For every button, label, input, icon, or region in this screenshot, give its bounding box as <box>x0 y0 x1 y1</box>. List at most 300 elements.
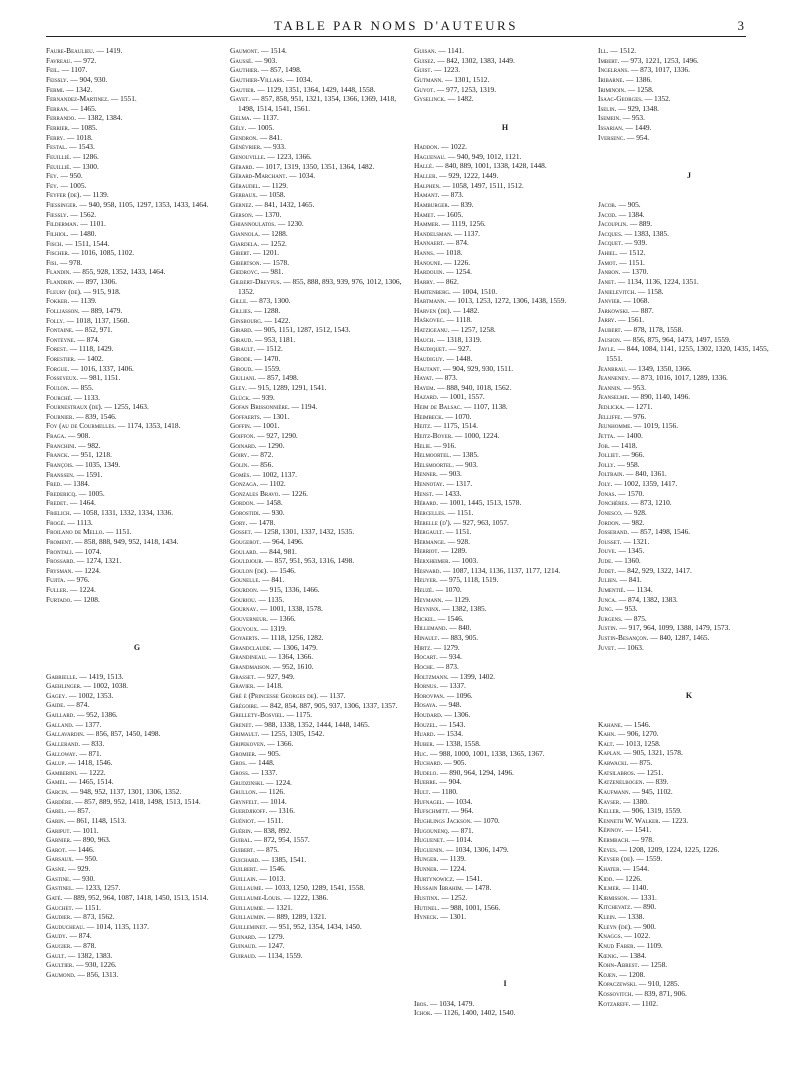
index-entry <box>46 479 228 489</box>
page-references: 1382, 1385. <box>451 604 487 614</box>
author-name: Haller. — <box>414 171 447 181</box>
page-references: 1465. <box>80 103 97 113</box>
page-references: 1370. <box>631 267 649 277</box>
index-entry <box>230 56 412 66</box>
index-entry <box>46 672 228 682</box>
author-name: Franck. — <box>46 450 79 460</box>
page-header <box>46 10 746 37</box>
author-name: Iselin. — <box>598 103 626 113</box>
author-name: Gendron. — <box>230 132 268 142</box>
page-references: 1129, 1351, 1364, 1429, 1448, 1558. <box>266 84 376 94</box>
page-references: 872. <box>260 450 274 460</box>
page-references: 856, 857, 1450, 1498. <box>95 729 161 739</box>
index-entry <box>230 373 412 383</box>
index-entry <box>46 566 228 576</box>
page-references: 948. <box>448 700 462 710</box>
author-name: Jahiel. — <box>598 248 627 258</box>
index-entry <box>230 162 412 172</box>
page-references: 875. <box>639 758 653 768</box>
index-entry <box>46 575 228 585</box>
page-references: 1102. <box>269 479 286 489</box>
index-entry <box>230 710 412 720</box>
index-entry <box>598 498 780 508</box>
page-references: 966. <box>631 450 645 460</box>
index-entry <box>230 335 412 345</box>
author-name: Frontali. — <box>46 546 83 556</box>
author-name: Gastinel. — <box>46 883 84 893</box>
index-entry <box>230 383 412 393</box>
page-references: 1380. <box>632 796 649 806</box>
page-references: 1422. <box>273 315 291 325</box>
author-name: Huber. — <box>414 738 444 748</box>
index-entry <box>414 614 596 624</box>
page-references: 1005. <box>257 123 275 132</box>
author-name: Harven (de). — <box>414 305 461 315</box>
index-entry <box>598 200 780 210</box>
author-name: Gaide. — <box>46 700 75 710</box>
index-entry <box>598 941 780 951</box>
author-name: Heuyer. — <box>414 575 448 585</box>
index-entry <box>598 315 780 325</box>
page-references: 1384. <box>628 209 645 219</box>
page-references: 1180. <box>441 787 458 797</box>
page-references: 1319. <box>269 623 287 633</box>
index-entry <box>598 306 780 316</box>
author-name: Feuillié. — <box>46 151 81 161</box>
page-references: 915, 1289, 1291, 1541. <box>258 382 327 392</box>
author-name: Joly. — <box>598 479 622 489</box>
page-references: 1286. <box>82 151 99 161</box>
page-references: 1058. <box>268 190 286 200</box>
page-references: 1482. <box>457 94 474 104</box>
index-entry <box>414 806 596 816</box>
page-references: 841. <box>271 575 285 585</box>
page-references: 1544. <box>632 863 650 873</box>
page-references: 1151. <box>115 527 132 537</box>
index-entry <box>414 999 596 1009</box>
page-references: 1271. <box>635 402 653 412</box>
author-name: Gouyoux. — <box>230 623 269 633</box>
author-name: Gauthier-Villars. — <box>230 74 294 84</box>
author-name: Fourché. — <box>46 392 82 402</box>
index-entry <box>598 931 780 941</box>
index-entry <box>230 181 412 191</box>
page-title: TABLE PAR NOMS D'AUTEURS <box>274 18 518 33</box>
index-entry <box>230 267 412 277</box>
author-name: Justin-Besançon. — <box>598 633 658 643</box>
index-entry <box>414 421 596 431</box>
section-letter: I <box>503 979 507 989</box>
author-name: Kaplan. — <box>598 748 632 758</box>
page-references: 1449. <box>634 123 652 132</box>
spacer <box>414 970 596 980</box>
page-references: 1222. <box>89 767 106 777</box>
index-entry <box>230 248 412 258</box>
author-name: Grandclaude. — <box>230 642 281 652</box>
page-references: 940, 958, 1105, 1297, 1353, 1433, 1464. <box>88 200 209 209</box>
index-entry <box>46 903 228 913</box>
author-name: Guillaumie. — <box>230 902 275 912</box>
author-name: Heymann. — <box>414 594 453 604</box>
page-references: 1301, 1512. <box>454 74 490 84</box>
page-references: 981, 1151. <box>89 373 121 383</box>
page-references: 930. <box>271 508 285 517</box>
page-references: 871. <box>88 748 102 758</box>
index-entry <box>414 479 596 489</box>
author-name: Hustinx. — <box>414 892 449 902</box>
page-references: 873. <box>450 190 464 200</box>
author-name: Fisi. — <box>46 257 68 267</box>
author-name: Festal. — <box>46 142 77 152</box>
spacer <box>46 652 228 662</box>
page-references: 1382, 1383. <box>77 950 113 960</box>
index-entry <box>414 556 596 566</box>
index-entry <box>414 219 596 229</box>
page-references: 1274, 1321. <box>86 556 122 566</box>
index-entry <box>46 720 228 730</box>
author-name: Hult. — <box>414 787 440 797</box>
index-entry <box>46 595 228 605</box>
author-name: Jausion. — <box>598 334 631 344</box>
author-name: Guibal. — <box>230 835 262 845</box>
index-entry <box>598 402 780 412</box>
index-entry <box>598 344 780 363</box>
page-references: 1258. <box>650 960 668 970</box>
author-name: Iriminoin. — <box>598 84 636 94</box>
index-entry <box>230 344 412 354</box>
page-references: 1385. <box>462 450 479 460</box>
author-name: Gerbaux. — <box>230 190 267 200</box>
page-references: 1482. <box>462 305 480 315</box>
page-references: 973, 1221, 1253, 1496. <box>630 55 699 65</box>
page-references: 840, 1361. <box>635 469 667 479</box>
author-name: Garel. — <box>46 806 76 816</box>
author-name: Gyselinck. — <box>414 94 456 104</box>
index-entry <box>598 902 780 912</box>
index-entry <box>598 854 780 864</box>
index-entry <box>414 142 596 152</box>
page-references: 1226. <box>453 257 471 267</box>
index-entry <box>414 912 596 922</box>
index-entry <box>46 75 228 85</box>
page-references: 1016, 1085, 1102. <box>80 248 135 258</box>
page-references: 858, 888, 949, 952, 1418, 1434. <box>84 536 179 546</box>
author-name: Hamburger. — <box>414 199 459 209</box>
index-entry <box>414 56 596 66</box>
index-entry <box>46 681 228 691</box>
index-entry <box>598 623 780 633</box>
spacer <box>46 662 228 672</box>
index-entry <box>230 662 412 672</box>
page-references: 840, 1287, 1465. <box>659 633 710 643</box>
author-name: Jonchères. — <box>598 498 639 508</box>
author-name: Hoche. — <box>414 661 445 671</box>
author-name: Judet. — <box>598 565 626 575</box>
index-entry <box>598 546 780 556</box>
page-references: 1223. <box>671 815 689 825</box>
index-entry <box>230 402 412 412</box>
page-references: 954. <box>636 132 650 142</box>
author-name: Feuillié. — <box>46 161 81 171</box>
author-name: Gasne. — <box>46 864 76 874</box>
index-entry <box>598 556 780 566</box>
author-name: Goulon (de). — <box>230 565 278 575</box>
index-entry <box>46 547 228 557</box>
index-entry <box>230 749 412 759</box>
author-name: Gouldjour. — <box>230 556 273 566</box>
page-references: 1000, 1224. <box>464 430 500 440</box>
author-name: Hutinel. — <box>414 902 449 912</box>
spacer <box>46 623 228 633</box>
page-references: 1288. <box>263 305 281 315</box>
page-references: 857, 951, 953, 1316, 1498. <box>274 556 355 566</box>
index-entry <box>230 575 412 585</box>
author-name: Hesnard. — <box>414 565 451 575</box>
index-entry <box>46 912 228 922</box>
index-entry <box>414 94 596 104</box>
index-entry <box>46 691 228 701</box>
author-name: Heyninx. — <box>414 604 450 614</box>
page-references: 930, 1226. <box>85 960 117 970</box>
page-references: 1139. <box>92 190 109 200</box>
author-name: Ingelrans. — <box>598 65 639 75</box>
page-references: 855. <box>80 382 94 392</box>
author-name: Gournay. — <box>230 604 268 614</box>
page-references: 1139. <box>80 296 97 306</box>
page-references: 1018. <box>445 248 463 258</box>
index-entry <box>598 787 780 797</box>
author-name: Guerdjikoff. — <box>230 806 277 816</box>
index-entry <box>46 383 228 393</box>
author-name: Hannaert. — <box>414 238 455 248</box>
page-references: 1107. <box>70 65 88 75</box>
page-references: 1338, 1558. <box>445 738 481 748</box>
page-references: 1399, 1402. <box>459 671 495 681</box>
index-entry <box>46 46 228 56</box>
page-references: 897, 1306. <box>85 277 117 286</box>
page-references: 948, 952, 1137, 1301, 1306, 1352. <box>79 787 182 797</box>
page-references: 874, 1382, 1383. <box>628 594 678 604</box>
page-references: 1512. <box>619 46 637 55</box>
index-entry <box>230 806 412 816</box>
index-entry <box>46 498 228 508</box>
index-entry <box>230 816 412 826</box>
index-entry <box>414 65 596 75</box>
author-name: Gley. — <box>230 382 257 392</box>
author-name: Janielevitch. — <box>598 286 646 296</box>
author-name: Huchard. — <box>414 758 452 768</box>
author-name: Katsilabros. — <box>598 767 645 777</box>
page-references: 1226. <box>291 488 308 498</box>
author-name: Haguenau. — <box>414 151 456 161</box>
author-name: Hickel. — <box>414 613 446 623</box>
index-entry <box>46 816 228 826</box>
index-entry <box>46 845 228 855</box>
index-entry <box>414 883 596 893</box>
author-name: Gautier. — <box>230 84 265 94</box>
author-name: Gibert. — <box>230 248 261 258</box>
index-entry <box>230 258 412 268</box>
author-name: Hufnagel. — <box>414 796 454 806</box>
page-references: 1126, 1400, 1402, 1540. <box>443 1008 516 1018</box>
index-entry <box>598 797 780 807</box>
page-references: 1174, 1353, 1418. <box>127 421 181 431</box>
author-name: Jousset. — <box>598 536 631 546</box>
page-references: 1384. <box>629 950 647 960</box>
index-entry <box>414 248 596 258</box>
page-references: 1011. <box>82 825 99 835</box>
index-entry <box>414 383 596 393</box>
page-references: 904. <box>448 777 462 787</box>
index-entry <box>46 190 228 200</box>
author-name: Jude. — <box>598 556 623 566</box>
page-references: 953. <box>632 382 646 392</box>
index-entry <box>414 768 596 778</box>
index-entry <box>230 768 412 778</box>
author-name: Faure-Beaulieu. — <box>46 46 104 55</box>
index-entry <box>598 219 780 229</box>
author-name: Jaubert. — <box>598 325 632 335</box>
author-name: Génévrier. — <box>230 142 272 152</box>
index-entry <box>46 277 228 287</box>
index-entry <box>414 633 596 643</box>
index-entry <box>230 306 412 316</box>
author-name: Henst. — <box>414 488 443 498</box>
author-name: Gille. — <box>230 296 258 306</box>
index-entry <box>414 190 596 200</box>
author-name: Kirmisson. — <box>598 892 639 902</box>
author-name: Grandineau. — <box>230 652 277 662</box>
index-entry <box>598 604 780 614</box>
page-references: 875. <box>266 844 279 854</box>
author-name: Horovpan. — <box>414 690 455 700</box>
author-name: Knaggs. — <box>598 931 632 941</box>
author-name: Jedlicka. — <box>598 402 634 412</box>
page-references: 855, 928, 1352, 1433, 1464. <box>82 267 166 277</box>
index-entry <box>598 104 780 114</box>
index-entry <box>46 393 228 403</box>
page-references: 958. <box>626 459 640 469</box>
page-references: 1096. <box>456 690 473 700</box>
index-entry <box>230 652 412 662</box>
author-name: Flandin. — <box>46 267 81 277</box>
page-references: 1258. <box>637 84 654 94</box>
page-references: 1208, 1209, 1224, 1225, 1226. <box>628 844 720 854</box>
author-name: Fredericq. — <box>46 488 87 498</box>
page-references: 857, 1498. <box>270 65 302 75</box>
page-references: 1345. <box>627 546 645 556</box>
index-entry <box>230 479 412 489</box>
page-references: 1137. <box>463 228 481 238</box>
index-entry <box>46 162 228 172</box>
index-entry <box>230 527 412 537</box>
page-references: 1101. <box>89 219 106 229</box>
author-name: Gély. — <box>230 123 256 132</box>
spacer <box>598 681 780 691</box>
page-references: 1338. <box>627 912 645 922</box>
page-references: 1534. <box>446 729 464 739</box>
page-references: 1318, 1319. <box>446 334 482 344</box>
index-entry <box>46 133 228 143</box>
index-entry <box>230 133 412 143</box>
author-name: Keller. — <box>598 806 630 816</box>
page-references: 874. <box>86 334 100 344</box>
index-entry <box>230 142 412 152</box>
page-references: 1562. <box>79 209 97 219</box>
index-entry <box>598 537 780 547</box>
author-name: Kleyn (de). — <box>598 921 642 931</box>
page-references: 1018, 1137, 1560. <box>75 315 130 325</box>
author-name: Gibertson. — <box>230 257 271 267</box>
page-references: 1458. <box>266 498 283 508</box>
spacer <box>414 113 596 123</box>
page-references: 905. <box>627 199 641 209</box>
index-entry <box>46 941 228 951</box>
author-name: Heim de Balsac. — <box>414 402 472 412</box>
index-entry <box>230 393 412 403</box>
index-entry <box>414 315 596 325</box>
author-name: Julien. — <box>598 575 627 585</box>
page-references: 1385, 1541. <box>271 854 307 864</box>
page-references: 1511. <box>266 816 284 825</box>
author-name: Gaussé. — <box>230 55 263 65</box>
author-name: Jelliffe. — <box>598 411 632 421</box>
page-references: 1034, 1479. <box>439 998 475 1008</box>
author-name: Huguenin. — <box>414 844 454 854</box>
page-references: 1129. <box>271 180 288 190</box>
index-entry <box>414 758 596 768</box>
index-entry <box>46 94 228 104</box>
author-name: Ill. — <box>598 46 618 55</box>
page-references: 978. <box>641 835 654 845</box>
page-references: 890, 964, 1294, 1496. <box>449 767 514 777</box>
page-references: 981. <box>270 267 284 277</box>
index-entry <box>46 835 228 845</box>
page-references: 1541. <box>634 825 652 835</box>
page-references: 857, 858, 951, 1321, 1354, 1366, 1369, 1418, 1498, 1514, 1541, 1561. <box>238 94 397 113</box>
author-name: Jarkowski. — <box>598 305 639 315</box>
author-name: Josserand. — <box>598 527 639 537</box>
author-name: Gaudier. — <box>46 912 82 922</box>
index-entry <box>46 441 228 451</box>
page-references: 1306. <box>453 710 471 720</box>
index-entry <box>46 883 228 893</box>
author-name: Job. — <box>598 440 619 450</box>
page-references: 1002, 1137. <box>262 469 298 479</box>
author-name: Gaehlinger. — <box>46 681 92 691</box>
author-name: Imbert. — <box>598 55 629 65</box>
page-references: 1337. <box>260 767 278 777</box>
index-entry <box>414 864 596 874</box>
author-name: Gonzaga. — <box>230 479 268 489</box>
author-name: Gaillard. — <box>46 710 85 720</box>
page-references: 842, 854, 887, 905, 937, 1306, 1337, 1357. <box>269 700 398 710</box>
author-name: Kohn-Abrest. — <box>598 960 649 970</box>
author-name: Fisch. — <box>46 238 73 248</box>
page-references: 839. <box>655 777 669 787</box>
spacer <box>46 633 228 643</box>
page-references: 1301. <box>272 411 290 421</box>
author-name: Hyneck. — <box>414 912 448 922</box>
page-references: 1133. <box>83 392 100 402</box>
author-name: Helie. — <box>414 440 442 450</box>
author-name: Gounelle. — <box>230 575 270 585</box>
index-entry <box>46 450 228 460</box>
index-entry <box>598 392 780 402</box>
author-name: Guéniot. — <box>230 816 266 825</box>
author-name: Girault. — <box>230 344 265 354</box>
page-references: 1254. <box>455 267 472 277</box>
